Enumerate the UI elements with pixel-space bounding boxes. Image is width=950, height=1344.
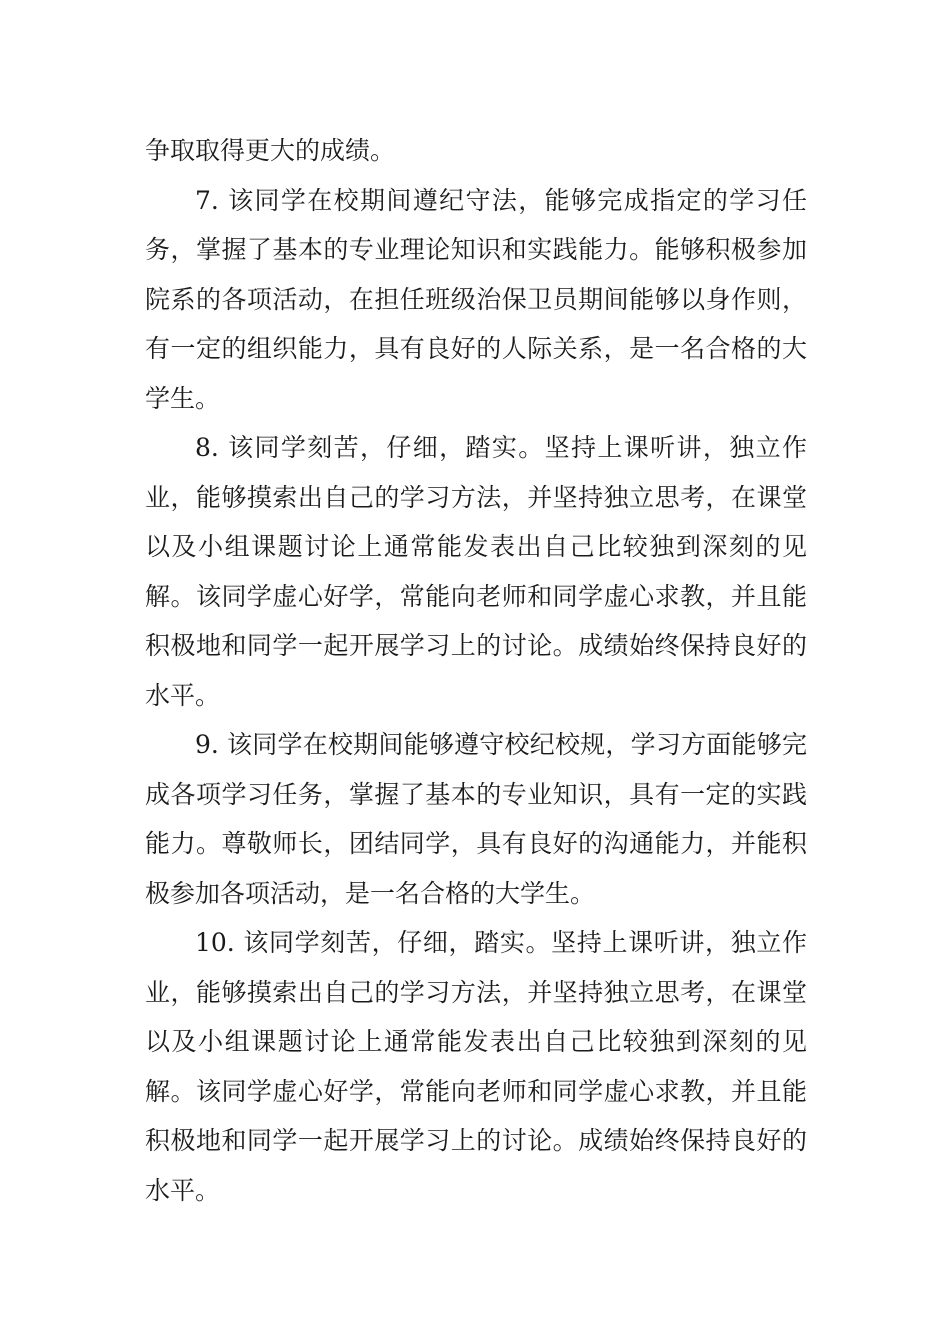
- paragraph-10: 10. 该同学刻苦，仔细，踏实。坚持上课听讲，独立作业，能够摸索出自己的学习方法，并坚持独立思考，在课堂以及小组课题讨论上通常能发表出自己比较独到深刻的见解。该同学虚心好学，常能向老师和同学虚心求教，并且能积极地和同学一起开展学习上的讨论。成绩始终保持良好的水平。: [145, 928, 807, 1205]
- paragraph-8: 8. 该同学刻苦，仔细，踏实。坚持上课听讲，独立作业，能够摸索出自己的学习方法，并坚持独立思考，在课堂以及小组课题讨论上通常能发表出自己比较独到深刻的见解。该同学虚心好学，常能向老师和同学虚心求教，并且能积极地和同学一起开展学习上的讨论。成绩始终保持良好的水平。: [145, 433, 807, 710]
- paragraph-7: 7. 该同学在校期间遵纪守法，能够完成指定的学习任务，掌握了基本的专业理论知识和实践能力。能够积极参加院系的各项活动，在担任班级治保卫员期间能够以身作则，有一定的组织能力，具有良好的人际关系，是一名合格的大学生。: [145, 185, 807, 413]
- paragraph-6-continuation: 争取取得更大的成绩。: [145, 136, 396, 165]
- paragraph-9: 9. 该同学在校期间能够遵守校纪校规，学习方面能够完成各项学习任务，掌握了基本的专业知识，具有一定的实践能力。尊敬师长，团结同学，具有良好的沟通能力，并能积极参加各项活动，是一名合格的大学生。: [145, 730, 807, 908]
- document-body: [145, 126, 807, 1215]
